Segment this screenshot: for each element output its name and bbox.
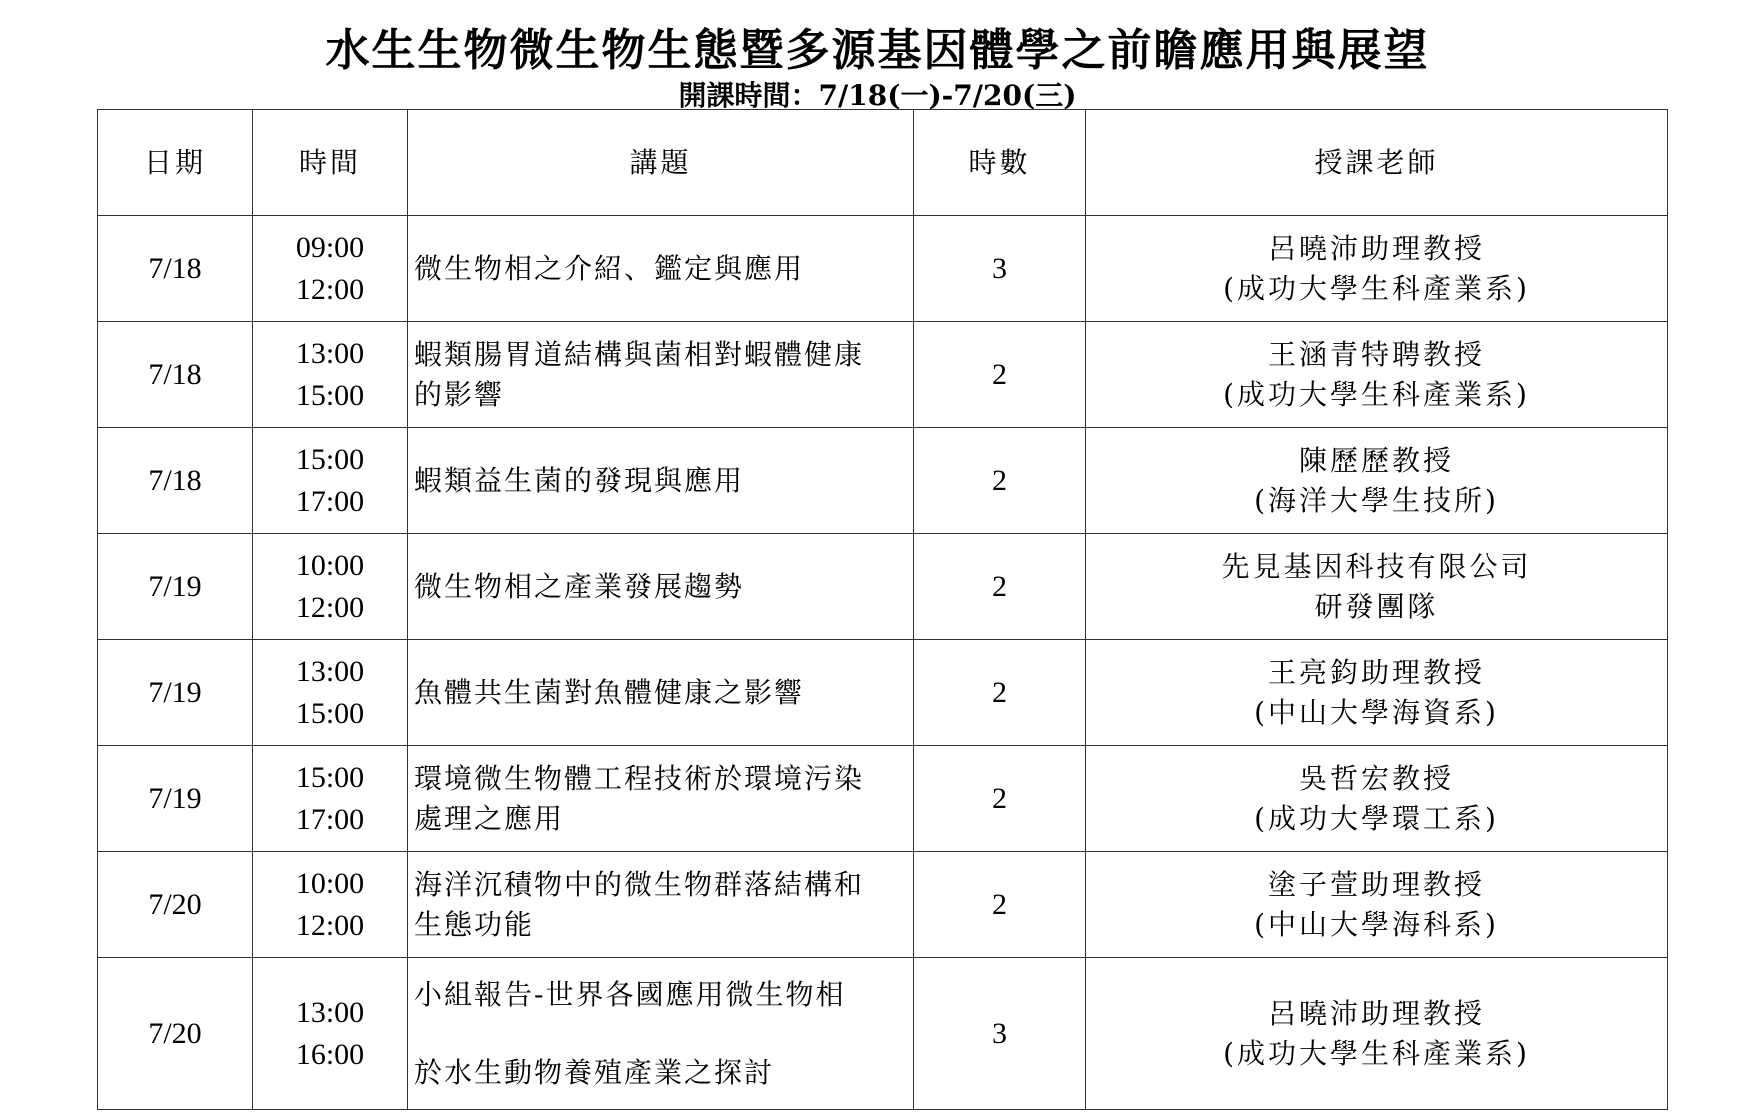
teacher-cell: [1086, 852, 1668, 958]
time-end: 16:00: [295, 1037, 365, 1071]
time-cell: [253, 958, 408, 1110]
time-start: 13:00: [295, 654, 365, 688]
topic-cell: [408, 322, 914, 428]
time-end: 15:00: [295, 378, 365, 412]
time-start: 10:00: [295, 866, 365, 900]
time-start: 10:00: [295, 548, 365, 582]
teacher-cell: [1086, 322, 1668, 428]
teacher-name: 吳哲宏教授: [1298, 762, 1454, 796]
time-cell: [253, 428, 408, 534]
date-cell: 7/18: [98, 216, 253, 322]
teacher-affiliation: (中山大學海科系): [1254, 907, 1499, 941]
date-cell: 7/20: [98, 852, 253, 958]
teacher-name: 王涵青特聘教授: [1267, 338, 1485, 372]
time-cell: [253, 640, 408, 746]
time-start: 15:00: [295, 760, 365, 794]
topic-cell: [408, 746, 914, 852]
time-end: 12:00: [295, 272, 365, 306]
hours-cell: 3: [914, 958, 1086, 1110]
teacher-affiliation: (成功大學生科產業系): [1223, 271, 1530, 305]
topic-line: 蝦類益生菌的發現與應用: [414, 463, 745, 497]
time-cell: [253, 216, 408, 322]
topic-line: 小組報告-世界各國應用微生物相: [414, 978, 846, 1012]
topic-cell: [408, 958, 914, 1110]
topic-line: 於水生動物養殖產業之探討: [414, 1055, 775, 1089]
date-cell: 7/20: [98, 958, 253, 1110]
page-title: 水生生物微生物生態暨多源基因體學之前瞻應用與展望: [325, 25, 1430, 76]
teacher-affiliation: (成功大學生科產業系): [1223, 1036, 1530, 1070]
topic-line: 魚體共生菌對魚體健康之影響: [414, 675, 805, 709]
teacher-cell: [1086, 958, 1668, 1110]
teacher-affiliation: (海洋大學生技所): [1254, 483, 1499, 517]
teacher-name: 王亮鈞助理教授: [1267, 656, 1485, 690]
header-topic: 講題: [408, 110, 914, 216]
table-header-row: [98, 110, 1668, 216]
teacher-name: 先見基因科技有限公司: [1221, 550, 1532, 584]
time-end: 15:00: [295, 696, 365, 730]
date-cell: 7/18: [98, 428, 253, 534]
teacher-cell: [1086, 640, 1668, 746]
hours-cell: 2: [914, 322, 1086, 428]
topic-line: 海洋沉積物中的微生物群落結構和: [414, 868, 865, 902]
time-start: 09:00: [295, 230, 365, 264]
time-end: 17:00: [295, 802, 365, 836]
topic-cell: [408, 216, 914, 322]
table-row: [98, 216, 1668, 322]
hours-cell: 3: [914, 216, 1086, 322]
time-start: 13:00: [295, 336, 365, 370]
teacher-name: 陳歷歷教授: [1298, 444, 1454, 478]
topic-line: 環境微生物體工程技術於環境污染: [414, 762, 865, 796]
teacher-affiliation: 研發團隊: [1314, 589, 1439, 623]
time-cell: [253, 746, 408, 852]
header-teacher: 授課老師: [1086, 110, 1668, 216]
teacher-name: 塗子萱助理教授: [1267, 868, 1485, 902]
header-hours: 時數: [914, 110, 1086, 216]
hours-cell: 2: [914, 640, 1086, 746]
time-end: 12:00: [295, 908, 365, 942]
schedule-table: [97, 109, 1668, 1110]
date-cell: 7/18: [98, 322, 253, 428]
topic-cell: [408, 534, 914, 640]
table-row: [98, 852, 1668, 958]
topic-cell: [408, 428, 914, 534]
topic-line: 蝦類腸胃道結構與菌相對蝦體健康: [414, 338, 865, 372]
hours-cell: 2: [914, 746, 1086, 852]
topic-cell: [408, 852, 914, 958]
teacher-name: 呂曉沛助理教授: [1267, 997, 1485, 1031]
teacher-name: 呂曉沛助理教授: [1267, 232, 1485, 266]
table-row: [98, 428, 1668, 534]
time-cell: [253, 852, 408, 958]
time-end: 12:00: [295, 590, 365, 624]
table-row: [98, 322, 1668, 428]
header-date: 日期: [98, 110, 253, 216]
date-cell: 7/19: [98, 746, 253, 852]
table-row: [98, 640, 1668, 746]
table-row: [98, 534, 1668, 640]
teacher-cell: [1086, 216, 1668, 322]
table-row: [98, 746, 1668, 852]
table-row: [98, 958, 1668, 1110]
time-start: 13:00: [295, 995, 365, 1029]
line-gap: [414, 1015, 913, 1053]
topic-cell: [408, 640, 914, 746]
hours-cell: 2: [914, 428, 1086, 534]
time-cell: [253, 534, 408, 640]
topic-line: 微生物相之產業發展趨勢: [414, 569, 745, 603]
hours-cell: 2: [914, 852, 1086, 958]
topic-line: 生態功能: [414, 907, 535, 941]
topic-line: 的影響: [414, 377, 505, 411]
teacher-cell: [1086, 428, 1668, 534]
teacher-affiliation: (中山大學海資系): [1254, 695, 1499, 729]
hours-cell: 2: [914, 534, 1086, 640]
topic-line: 微生物相之介紹、鑑定與應用: [414, 251, 805, 285]
teacher-cell: [1086, 534, 1668, 640]
teacher-cell: [1086, 746, 1668, 852]
time-end: 17:00: [295, 484, 365, 518]
header-time: 時間: [253, 110, 408, 216]
teacher-affiliation: (成功大學環工系): [1254, 801, 1499, 835]
topic-line: 處理之應用: [414, 801, 565, 835]
time-cell: [253, 322, 408, 428]
date-cell: 7/19: [98, 534, 253, 640]
time-start: 15:00: [295, 442, 365, 476]
date-cell: 7/19: [98, 640, 253, 746]
course-period: 開課時間：7/18(一)-7/20(三): [678, 79, 1077, 112]
teacher-affiliation: (成功大學生科產業系): [1223, 377, 1530, 411]
